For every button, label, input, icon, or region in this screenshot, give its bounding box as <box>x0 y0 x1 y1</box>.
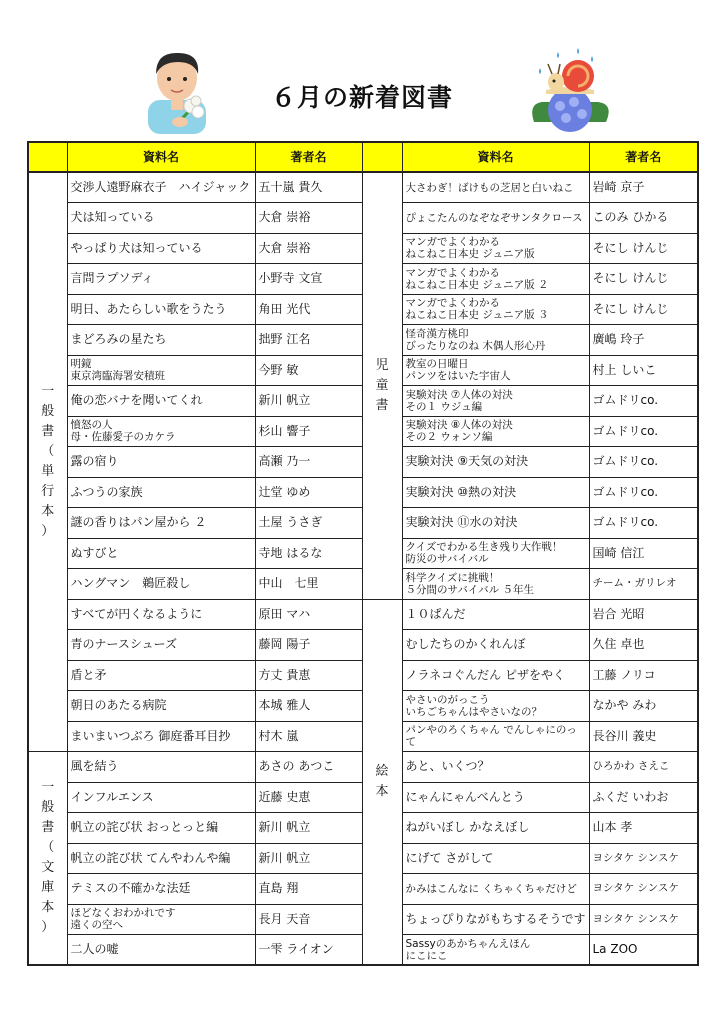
book-subtitle: 防災のサバイバル <box>405 553 489 566</box>
book-title-text: ハングマン 鵜匠殺し <box>70 576 191 591</box>
book-subtitle: ５分間のサバイバル ５年生 <box>405 583 534 596</box>
book-title-text: 俺の恋バナを聞いてくれ <box>70 393 203 408</box>
book-title-text: 教室の日曜日 <box>405 358 469 371</box>
book-title <box>67 752 255 783</box>
book-author: 近藤 史恵 <box>255 782 362 813</box>
book-title-text: にげて さがして <box>405 850 494 865</box>
book-title-text: 実験対決 ⑨天気の対決 <box>405 454 529 469</box>
book-title <box>402 721 589 752</box>
book-author: 今野 敏 <box>255 355 362 386</box>
book-title <box>402 416 589 447</box>
category-children: 児 童 書 <box>362 172 402 599</box>
book-subtitle: 東京湾臨海署安積班 <box>70 370 165 383</box>
book-title <box>67 904 255 935</box>
book-author: 国崎 信江 <box>589 538 698 569</box>
book-subtitle: その２ ウォンソ編 <box>405 431 493 444</box>
book-subtitle: ねこねこ日本史 ジュニア版 ３ <box>405 309 549 322</box>
book-title-text: 実験対決 ⑩熱の対決 <box>405 484 517 499</box>
book-title <box>402 813 589 844</box>
book-title-text: まどろみの星たち <box>70 332 167 347</box>
book-title <box>67 264 255 295</box>
snail-hydrangea-illustration <box>528 44 612 138</box>
book-author: そにし けんじ <box>589 264 698 295</box>
book-title-text: 怪奇漢方桃印 <box>405 327 469 340</box>
book-title-text: 憤怒の人 <box>70 419 113 432</box>
new-books-table <box>27 141 699 966</box>
book-title-text: ぴょこたんのなぞなぞサンタクロース <box>405 211 583 224</box>
book-author: 大倉 崇裕 <box>255 233 362 264</box>
header-right-title: 資料名 <box>402 142 589 172</box>
book-title-text: にゃんにゃんべんとう <box>405 789 525 804</box>
book-title <box>402 508 589 539</box>
book-title-text: 交渉人遠野麻衣子 ハイジャック <box>70 180 251 194</box>
header-blank-left <box>28 142 67 172</box>
book-title-text: 朝日のあたる病院 <box>70 698 167 713</box>
book-author: あさの あつこ <box>255 752 362 783</box>
book-title <box>67 477 255 508</box>
table-row <box>28 599 698 630</box>
book-subtitle: ねこねこ日本史 ジュニア版 ２ <box>405 278 549 291</box>
book-title <box>402 386 589 417</box>
book-title <box>67 843 255 874</box>
book-author: 藤岡 陽子 <box>255 630 362 661</box>
book-title <box>402 935 589 966</box>
book-title-text: 青のナースシューズ <box>70 637 178 652</box>
book-author: ヨシタケ シンスケ <box>589 843 698 874</box>
book-title <box>67 630 255 661</box>
book-title-text: Sassyのあかちゃんえほん <box>405 937 531 950</box>
book-subtitle: にこにこ <box>405 949 448 962</box>
book-author: このみ ひかる <box>589 203 698 234</box>
book-subtitle: ねこねこ日本史 ジュニア版 <box>405 248 535 261</box>
book-title <box>402 538 589 569</box>
book-author: 寺地 はるな <box>255 538 362 569</box>
book-title <box>67 782 255 813</box>
book-title <box>67 569 255 600</box>
header-right-author: 著者名 <box>589 142 698 172</box>
book-title-text: 明鏡 <box>70 358 92 371</box>
book-author: 小野寺 文宣 <box>255 264 362 295</box>
book-title-text: 盾と矛 <box>70 667 107 682</box>
category-general_bunko: 一 般 書 （ 文 庫 本 ） <box>28 752 67 966</box>
book-author: 新川 帆立 <box>255 386 362 417</box>
book-author: そにし けんじ <box>589 233 698 264</box>
book-author: 拙野 江名 <box>255 325 362 356</box>
book-author: 工藤 ノリコ <box>589 660 698 691</box>
book-title-text: 帆立の詫び状 おっとっと編 <box>70 820 219 835</box>
book-title-text: 犬は知っている <box>70 210 155 225</box>
book-author: 中山 七里 <box>255 569 362 600</box>
book-title-text: 実験対決 ⑧人体の対決 <box>405 419 513 432</box>
book-subtitle: パンツをはいた宇宙人 <box>405 370 511 383</box>
book-subtitle: びったりなのね 木偶人形心丹 <box>405 339 546 352</box>
book-title <box>67 874 255 905</box>
book-title <box>402 599 589 630</box>
book-title-text: ちょっぴりながもちするそうです <box>405 911 586 926</box>
book-author: なかや みわ <box>589 691 698 722</box>
book-author: 新川 帆立 <box>255 843 362 874</box>
book-title-text: 帆立の詫び状 てんやわんや編 <box>70 850 231 865</box>
book-title-text: 風を結う <box>70 759 119 774</box>
book-subtitle: 母・佐藤愛子のカケラ <box>70 431 176 444</box>
book-title <box>402 569 589 600</box>
book-author: 大倉 崇裕 <box>255 203 362 234</box>
book-title <box>67 203 255 234</box>
book-author: 角田 光代 <box>255 294 362 325</box>
book-author: La ZOO <box>589 935 698 966</box>
book-title-text: 言問ラプソディ <box>70 271 154 286</box>
book-author: ひろかわ さえこ <box>589 752 698 783</box>
book-title <box>67 325 255 356</box>
book-title <box>67 416 255 447</box>
book-title <box>402 843 589 874</box>
book-title <box>402 355 589 386</box>
book-title <box>67 813 255 844</box>
book-author: ゴムドリco. <box>589 477 698 508</box>
book-title-text: マンガでよくわかる <box>405 297 500 310</box>
book-title-text: １０ぱんだ <box>405 606 466 621</box>
book-title-text: 明日、あたらしい歌をうたう <box>70 301 227 316</box>
table-row <box>28 172 698 203</box>
book-title-text: 露の宿り <box>70 454 119 469</box>
book-title <box>402 233 589 264</box>
book-subtitle: 遠くの空へ <box>70 919 123 932</box>
book-title <box>402 264 589 295</box>
book-title-text: マンガでよくわかる <box>405 266 500 279</box>
book-title <box>67 538 255 569</box>
page-title: ６月の新着図書 <box>270 83 453 112</box>
book-title-text: 実験対決 ⑦人体の対決 <box>405 388 513 401</box>
book-title-text: テミスの不確かな法廷 <box>70 881 191 896</box>
book-title <box>67 172 255 203</box>
book-title <box>67 386 255 417</box>
book-title-text: やさいのがっこう <box>405 693 490 706</box>
book-title-text: ほどなくおわかれです <box>70 907 176 920</box>
book-title-text: むしたちのかくれんぼ <box>405 637 526 652</box>
book-title <box>402 660 589 691</box>
book-author: 辻堂 ゆめ <box>255 477 362 508</box>
book-title <box>67 355 255 386</box>
book-title-text: 二人の嘘 <box>70 942 119 956</box>
book-title <box>402 691 589 722</box>
header-left-author: 著者名 <box>255 142 362 172</box>
book-author: 新川 帆立 <box>255 813 362 844</box>
book-title <box>402 904 589 935</box>
book-title-text: マンガでよくわかる <box>405 236 500 249</box>
book-title-text: ぬすびと <box>70 545 119 560</box>
book-title <box>402 203 589 234</box>
book-title <box>402 782 589 813</box>
header-blank-right <box>362 142 402 172</box>
book-title-text: かみはこんなに くちゃくちゃだけど <box>405 882 577 895</box>
book-author: チーム・ガリレオ <box>589 569 698 600</box>
book-author: 長月 天音 <box>255 904 362 935</box>
book-title <box>402 752 589 783</box>
table-header-row <box>28 142 698 172</box>
book-author: そにし けんじ <box>589 294 698 325</box>
book-author: ゴムドリco. <box>589 416 698 447</box>
book-title-text: すべてが円くなるように <box>70 606 203 621</box>
book-author: 山本 孝 <box>589 813 698 844</box>
book-title <box>67 447 255 478</box>
book-author: 長谷川 義史 <box>589 721 698 752</box>
header-left-title: 資料名 <box>67 142 255 172</box>
book-title-text: インフルエンス <box>70 789 154 804</box>
book-subtitle: その１ ウジュ編 <box>405 400 483 413</box>
book-author: ヨシタケ シンスケ <box>589 874 698 905</box>
book-title <box>67 599 255 630</box>
book-title-text: 実験対決 ⑪水の対決 <box>405 515 518 530</box>
book-title-text: ノラネコぐんだん ピザをやく <box>405 667 565 682</box>
book-title <box>67 691 255 722</box>
book-title <box>402 172 589 203</box>
category-general_tankobon: 一 般 書 （ 単 行 本 ） <box>28 172 67 752</box>
book-author: 岩崎 京子 <box>589 172 698 203</box>
book-author: 高瀬 乃一 <box>255 447 362 478</box>
book-author: 杉山 響子 <box>255 416 362 447</box>
book-title-text: 大さわぎ！ばけもの芝居と白いねこ <box>405 181 574 194</box>
book-title-text: あと、いくつ？ <box>405 759 490 774</box>
book-title <box>402 630 589 661</box>
book-title <box>67 508 255 539</box>
book-title-text: 科学クイズに挑戦！ <box>405 571 500 584</box>
man-with-flowers-illustration <box>138 48 218 134</box>
book-author: 直島 翔 <box>255 874 362 905</box>
book-title-text: まいまいつぶろ 御庭番耳目抄 <box>70 728 231 743</box>
book-title <box>402 874 589 905</box>
book-author: 原田 マハ <box>255 599 362 630</box>
book-title <box>402 325 589 356</box>
book-title <box>67 721 255 752</box>
book-author: 岩合 光昭 <box>589 599 698 630</box>
book-author: 久住 卓也 <box>589 630 698 661</box>
book-author: 本城 雅人 <box>255 691 362 722</box>
book-title-text: ふつうの家族 <box>70 484 143 499</box>
book-author: 方丈 貴恵 <box>255 660 362 691</box>
book-author: 五十嵐 貴久 <box>255 172 362 203</box>
book-title <box>67 233 255 264</box>
book-title <box>67 294 255 325</box>
book-author: 廣嶋 玲子 <box>589 325 698 356</box>
category-picture: 絵 本 <box>362 599 402 965</box>
book-subtitle: いちごちゃんはやさいなの？ <box>405 705 542 718</box>
book-title <box>402 447 589 478</box>
book-title <box>67 935 255 966</box>
book-title <box>402 294 589 325</box>
book-author: 村木 嵐 <box>255 721 362 752</box>
book-author: ゴムドリco. <box>589 447 698 478</box>
book-author: ゴムドリco. <box>589 508 698 539</box>
book-title-text: クイズでわかる生き残り大作戦！ <box>405 541 563 554</box>
book-author: 一雫 ライオン <box>255 935 362 966</box>
book-author: ヨシタケ シンスケ <box>589 904 698 935</box>
book-title-text: ねがいぼし かなえぼし <box>405 820 530 835</box>
book-title-text: やっぱり犬は知っている <box>70 240 203 255</box>
book-author: 土屋 うさぎ <box>255 508 362 539</box>
book-title <box>67 660 255 691</box>
book-author: 村上 しいこ <box>589 355 698 386</box>
book-title-text: パンやのろくちゃん でんしゃにのって <box>405 724 577 749</box>
book-title-text: 謎の香りはパン屋から ２ <box>70 515 207 530</box>
book-title <box>402 477 589 508</box>
book-author: ふくだ いわお <box>589 782 698 813</box>
book-author: ゴムドリco. <box>589 386 698 417</box>
